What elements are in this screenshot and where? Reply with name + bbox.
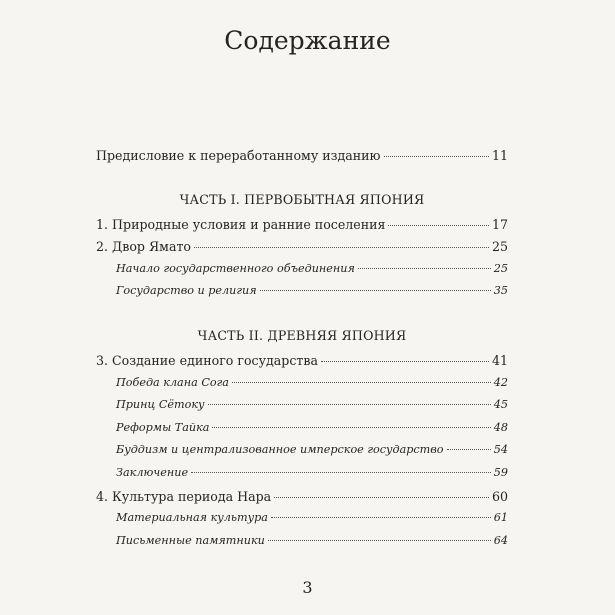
- dot-leader: [212, 427, 490, 428]
- dot-leader: [260, 290, 491, 291]
- toc-page-number: 25: [493, 261, 508, 275]
- toc-entry-chapter[interactable]: [96, 353, 508, 376]
- toc-entry-chapter[interactable]: [96, 239, 508, 262]
- toc-entry-label: 4. Культура периода Нара: [96, 488, 272, 504]
- toc-entry-label: Победа клана Сога: [116, 375, 229, 389]
- toc-entry-section[interactable]: [96, 398, 508, 421]
- dot-leader: [268, 540, 491, 541]
- dot-leader: [321, 361, 489, 362]
- toc-entry-label: Предисловие к переработанному изданию: [96, 148, 381, 163]
- dot-leader: [384, 156, 489, 157]
- toc-entry-label: Принц Сётоку: [116, 398, 205, 412]
- toc-page-number: 54: [493, 443, 508, 457]
- toc-page-number: 42: [493, 375, 508, 389]
- toc-entry-label: 1. Природные условия и ранние поселения: [96, 216, 386, 232]
- toc-entry-preface[interactable]: [96, 148, 508, 171]
- toc-entry-section[interactable]: [96, 443, 508, 466]
- toc-page-number: 64: [493, 533, 508, 547]
- toc-page-number: 35: [493, 284, 508, 298]
- dot-leader: [447, 449, 491, 450]
- toc-entry-chapter[interactable]: [96, 217, 508, 240]
- toc-entry-chapter[interactable]: [96, 489, 508, 512]
- toc-entry-section[interactable]: [96, 511, 508, 534]
- toc-entry-section[interactable]: [96, 534, 508, 557]
- toc-entry-section[interactable]: [96, 376, 508, 399]
- dot-leader: [232, 382, 491, 383]
- toc-page-number: 17: [491, 216, 508, 232]
- dot-leader: [388, 225, 488, 226]
- toc-page-number: 11: [491, 148, 508, 163]
- toc-page-number: 60: [491, 488, 508, 504]
- dot-leader: [358, 268, 491, 269]
- toc-entry-label: Государство и религия: [116, 284, 257, 298]
- dot-leader: [271, 517, 491, 518]
- toc-entry-label: Начало государственного объединения: [116, 261, 355, 275]
- toc-entry-section[interactable]: [96, 421, 508, 444]
- toc-page-number: 25: [491, 239, 508, 255]
- toc-page-number: 45: [493, 398, 508, 412]
- part-heading: ЧАСТЬ I. ПЕРВОБЫТНАЯ ЯПОНИЯ: [179, 191, 425, 207]
- part-heading: ЧАСТЬ II. ДРЕВНЯЯ ЯПОНИЯ: [197, 327, 407, 343]
- toc-page-number: 48: [493, 420, 508, 434]
- toc-entry-label: Буддизм и централизованное имперское государство: [116, 443, 444, 457]
- toc-entry-label: 3. Создание единого государства: [96, 352, 318, 368]
- toc-entry-section[interactable]: [96, 262, 508, 285]
- page-number-folio: 3: [302, 578, 313, 597]
- table-of-contents: [96, 148, 508, 556]
- spacer: [96, 307, 508, 317]
- bleed-through-text: [90, 58, 93, 73]
- toc-page-number: 59: [493, 465, 508, 479]
- spacer: [96, 171, 508, 181]
- toc-entry-label: Реформы Тайка: [116, 420, 210, 434]
- toc-page-number: 41: [491, 352, 508, 368]
- dot-leader: [194, 247, 489, 248]
- dot-leader: [274, 497, 489, 498]
- toc-entry-section[interactable]: [96, 284, 508, 307]
- toc-entry-section[interactable]: [96, 466, 508, 489]
- toc-entry-label: Заключение: [116, 465, 189, 479]
- toc-entry-label: Письменные памятники: [116, 533, 265, 547]
- toc-page-number: 61: [493, 511, 508, 525]
- toc-entry-label: Материальная культура: [116, 511, 268, 525]
- dot-leader: [208, 404, 491, 405]
- dot-leader: [191, 472, 491, 473]
- page-title: Содержание: [224, 26, 391, 55]
- toc-entry-label: 2. Двор Ямато: [96, 239, 192, 255]
